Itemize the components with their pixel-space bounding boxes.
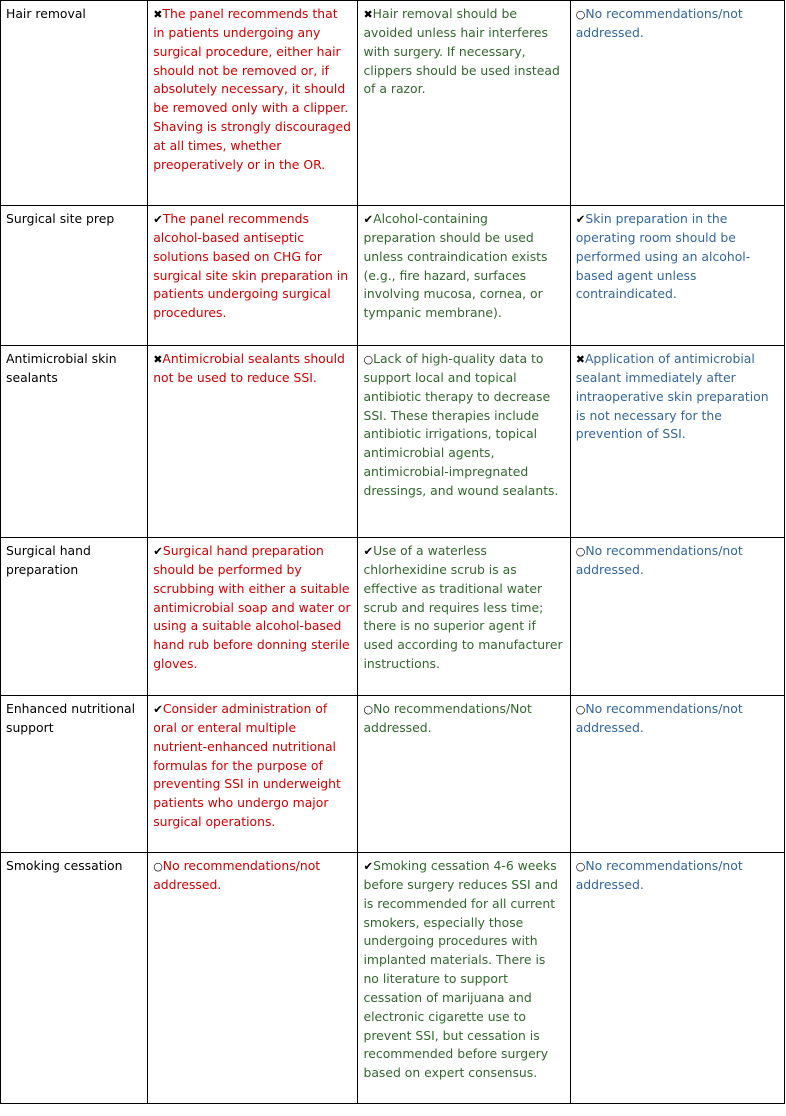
recommendation-text: No recommendations/not addressed.: [153, 858, 321, 892]
topic-label: [1, 853, 148, 1104]
recommendation-text: No recommendations/not addressed.: [575, 6, 743, 40]
topic-text: Surgical site prep: [6, 211, 115, 226]
recommendation-cell-column-c: [570, 853, 784, 1104]
topic-label: [1, 1, 148, 206]
topic-label: [1, 206, 148, 346]
recommendation-cell-column-c: [570, 1, 784, 206]
check-icon: ✔: [363, 212, 374, 226]
recommendation-text: Antimicrobial sealants should not be used to reduce SSI.: [153, 351, 345, 385]
recommendation-text: Alcohol-containing preparation should be used unless contraindication exists (e.g., fire hazard, surfaces involving mucosa, cornea, or tympanic membrane).: [363, 211, 548, 321]
circle-icon: ○: [575, 545, 586, 558]
recommendation-text: Consider administration of oral or enteral multiple nutrient-enhanced nutritional formulas for the purpose of preventing SSI in underweight patients who undergo major surgical operations.: [153, 701, 341, 830]
recommendation-cell-column-a: [148, 206, 358, 346]
recommendation-text: The panel recommends that in patients undergoing any surgical procedure, either hair should not be removed or, if absolutely necessary, it should be removed only with a clipper. Shaving is strongly discouraged at all times, whether preoperatively or in the OR.: [153, 6, 351, 172]
recommendation-text: No recommendations/not addressed.: [575, 858, 743, 892]
cross-icon: ✖: [153, 8, 163, 21]
circle-icon: ○: [363, 703, 374, 716]
check-icon: ✔: [575, 212, 586, 226]
check-icon: ✔: [153, 702, 163, 716]
cross-icon: ✖: [153, 353, 163, 366]
recommendation-cell-column-a: [148, 346, 358, 538]
recommendation-text: No recommendations/not addressed.: [575, 701, 743, 735]
topic-text: Enhanced nutritional support: [6, 701, 136, 735]
check-icon: ✔: [153, 544, 163, 558]
topic-label: [1, 696, 148, 853]
recommendation-text: Smoking cessation 4-6 weeks before surgery reduces SSI and is recommended for all current smokers, especially those undergoing procedures with implanted materials. There is no literature to support cessation of marijuana and electronic cigarette use to prevent SSI, but cessation is recommended before surgery based on expert consensus.: [363, 858, 558, 1081]
table-row: [1, 853, 785, 1104]
topic-text: Smoking cessation: [6, 858, 123, 873]
topic-text: Antimicrobial skin sealants: [6, 351, 117, 385]
check-icon: ✔: [153, 212, 163, 226]
circle-icon: ○: [575, 860, 586, 873]
recommendation-cell-column-b: [358, 1, 570, 206]
topic-label: [1, 346, 148, 538]
table-row: [1, 346, 785, 538]
recommendation-cell-column-a: [148, 696, 358, 853]
topic-label: [1, 538, 148, 696]
recommendation-cell-column-a: [148, 1, 358, 206]
recommendation-text: The panel recommends alcohol-based antiseptic solutions based on CHG for surgical site skin preparation in patients undergoing surgical procedures.: [153, 211, 349, 321]
circle-icon: ○: [575, 8, 586, 21]
cross-icon: ✖: [363, 8, 373, 21]
cross-icon: ✖: [575, 353, 585, 366]
recommendation-text: Application of antimicrobial sealant immediately after intraoperative skin preparation is not necessary for the prevention of SSI.: [575, 351, 769, 442]
recommendation-cell-column-c: [570, 206, 784, 346]
table-body: [1, 1, 785, 1104]
recommendation-text: Surgical hand preparation should be performed by scrubbing with either a suitable antimicrobial soap and water or using a suitable alcohol-based hand rub before donning sterile gloves.: [153, 543, 351, 672]
table-row: [1, 1, 785, 206]
recommendation-cell-column-b: [358, 538, 570, 696]
recommendation-cell-column-c: [570, 538, 784, 696]
recommendation-cell-column-a: [148, 538, 358, 696]
recommendation-cell-column-c: [570, 346, 784, 538]
recommendation-text: Hair removal should be avoided unless hair interferes with surgery. If necessary, clippers should be used instead of a razor.: [363, 6, 560, 97]
recommendation-cell-column-b: [358, 206, 570, 346]
check-icon: ✔: [363, 859, 374, 873]
recommendation-text: Lack of high-quality data to support local and topical antibiotic therapy to decrease SSI. These therapies include antibiotic irrigations, topical antimicrobial agents, antimicrobial-impregnated dressings, and wound sealants.: [363, 351, 559, 498]
recommendation-cell-column-c: [570, 696, 784, 853]
recommendation-text: No recommendations/Not addressed.: [363, 701, 532, 735]
recommendation-cell-column-a: [148, 853, 358, 1104]
check-icon: ✔: [363, 544, 374, 558]
topic-text: Surgical hand preparation: [6, 543, 91, 577]
circle-icon: ○: [575, 703, 586, 716]
recommendation-cell-column-b: [358, 696, 570, 853]
recommendation-cell-column-b: [358, 853, 570, 1104]
recommendation-cell-column-b: [358, 346, 570, 538]
recommendation-text: No recommendations/not addressed.: [575, 543, 743, 577]
recommendation-text: Skin preparation in the operating room should be performed using an alcohol-based agent unless contraindicated.: [575, 211, 751, 302]
recommendation-text: Use of a waterless chlorhexidine scrub is as effective as traditional water scrub and requires less time; there is no superior agent if used according to manufacturer instructions.: [363, 543, 563, 672]
circle-icon: ○: [363, 353, 374, 366]
circle-icon: ○: [153, 860, 163, 873]
table-row: [1, 696, 785, 853]
table-row: [1, 538, 785, 696]
topic-text: Hair removal: [6, 6, 86, 21]
table-row: [1, 206, 785, 346]
